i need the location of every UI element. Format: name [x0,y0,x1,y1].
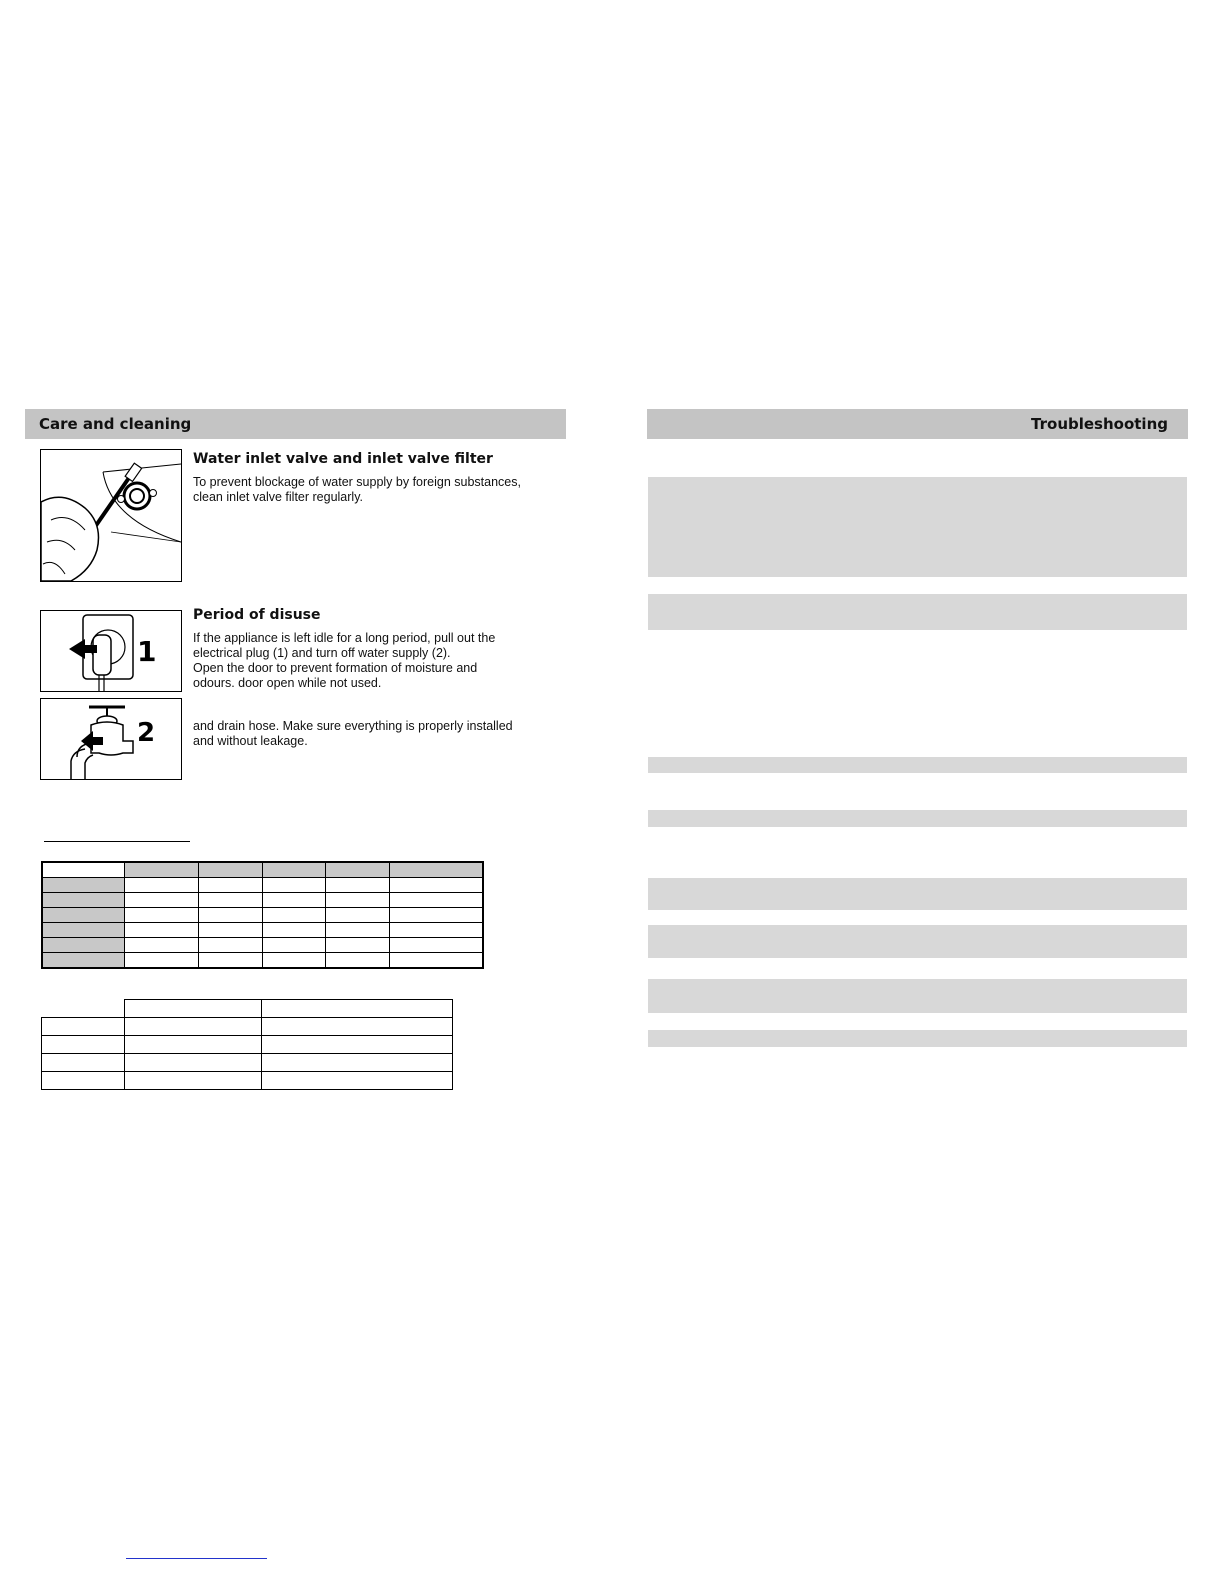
table-row [42,878,483,893]
table-header-row [42,862,483,878]
troubleshooting-row [648,925,1187,958]
table-row [42,953,483,969]
table-cell [389,908,483,923]
table-cell [198,878,262,893]
table-title-underline [44,841,190,842]
table-row [42,893,483,908]
disuse-text-1: If the appliance is left idle for a long period, pull out the [193,631,496,645]
table-cell [262,878,325,893]
table-cell [125,1018,262,1036]
troubleshooting-row [648,810,1187,827]
table-cell [262,953,325,969]
table-header-cell [198,862,262,878]
unplug-figure [40,610,182,692]
table-cell [325,953,389,969]
step-2-label: 2 [137,718,156,748]
table-cell [262,1018,453,1036]
disuse-text-5: and drain hose. Make sure everything is properly installed [193,719,513,733]
disuse-text-3: Open the door to prevent formation of moisture and [193,661,478,675]
troubleshooting-row [648,878,1187,910]
table-cell [42,1018,125,1036]
row-header-cell [42,923,124,938]
table-row [42,1036,453,1054]
section-title-care-and-cleaning: Care and cleaning [25,409,566,439]
row-header-cell [42,938,124,953]
table-cell [262,1036,453,1054]
table-cell [124,938,198,953]
troubleshooting-row [648,594,1187,630]
table-cell [325,908,389,923]
table-cell [262,893,325,908]
table-cell [262,938,325,953]
disuse-text-4: odours. door open while not used. [193,676,382,690]
table-row [42,1018,453,1036]
table-cell [262,1072,453,1090]
table-cell [262,1054,453,1072]
inlet-filter-figure [40,449,182,582]
table-row [42,923,483,938]
table-corner [42,1000,125,1018]
footer-link-underline[interactable] [126,1558,267,1559]
table-cell [389,878,483,893]
troubleshooting-row [648,1030,1187,1047]
table-cell [389,893,483,908]
water-inlet-heading-main: Water inlet valve and inlet valve [193,451,450,467]
table-cell [325,938,389,953]
table-cell [325,893,389,908]
table-row [42,1054,453,1072]
period-of-disuse-heading: Period of disuse [193,607,321,623]
table-cell [124,923,198,938]
table-header-cell [125,1000,262,1018]
water-inlet-text-2: clean inlet valve filter regularly. [193,490,363,504]
table-header-cell [262,862,325,878]
spec-table-1 [41,861,484,969]
table-corner [42,862,124,878]
table-cell [325,923,389,938]
table-cell [389,938,483,953]
spec-table-2 [41,999,453,1090]
table-header-cell [325,862,389,878]
table-cell [262,923,325,938]
table-row [42,938,483,953]
water-tap-figure [40,698,182,780]
row-header-cell [42,908,124,923]
step-1-label: 1 [137,635,157,668]
troubleshooting-row [648,979,1187,1013]
table-cell [124,878,198,893]
section-title-troubleshooting: Troubleshooting [647,409,1188,439]
table-cell [125,1072,262,1090]
row-header-cell [42,953,124,969]
table-cell [124,908,198,923]
troubleshooting-row [648,477,1187,577]
disuse-text-2: electrical plug (1) and turn off water supply (2). [193,646,451,660]
toothbrush-cleaning-icon [41,450,181,581]
table-cell [124,953,198,969]
table-row [42,1072,453,1090]
table-row [42,908,483,923]
table-cell [198,908,262,923]
table-header-cell [124,862,198,878]
water-inlet-text-1: To prevent blockage of water supply by foreign substances, [193,475,521,489]
table-cell [198,953,262,969]
table-header-cell [389,862,483,878]
power-plug-icon [41,611,181,691]
water-inlet-heading-tail: filter [454,451,493,467]
table-cell [42,1054,125,1072]
table-cell [262,908,325,923]
table-cell [125,1036,262,1054]
troubleshooting-row [648,757,1187,773]
row-header-cell [42,893,124,908]
table-cell [42,1072,125,1090]
water-tap-icon [41,699,181,779]
table-cell [125,1054,262,1072]
table-cell [389,923,483,938]
table-cell [124,893,198,908]
table-cell [42,1036,125,1054]
table-cell [198,923,262,938]
table-cell [389,953,483,969]
disuse-text-6: and without leakage. [193,734,308,748]
table-cell [198,893,262,908]
table-cell [325,878,389,893]
table-cell [198,938,262,953]
table-header-cell [262,1000,453,1018]
water-inlet-heading [193,451,493,467]
table-header-row [42,1000,453,1018]
row-header-cell [42,878,124,893]
